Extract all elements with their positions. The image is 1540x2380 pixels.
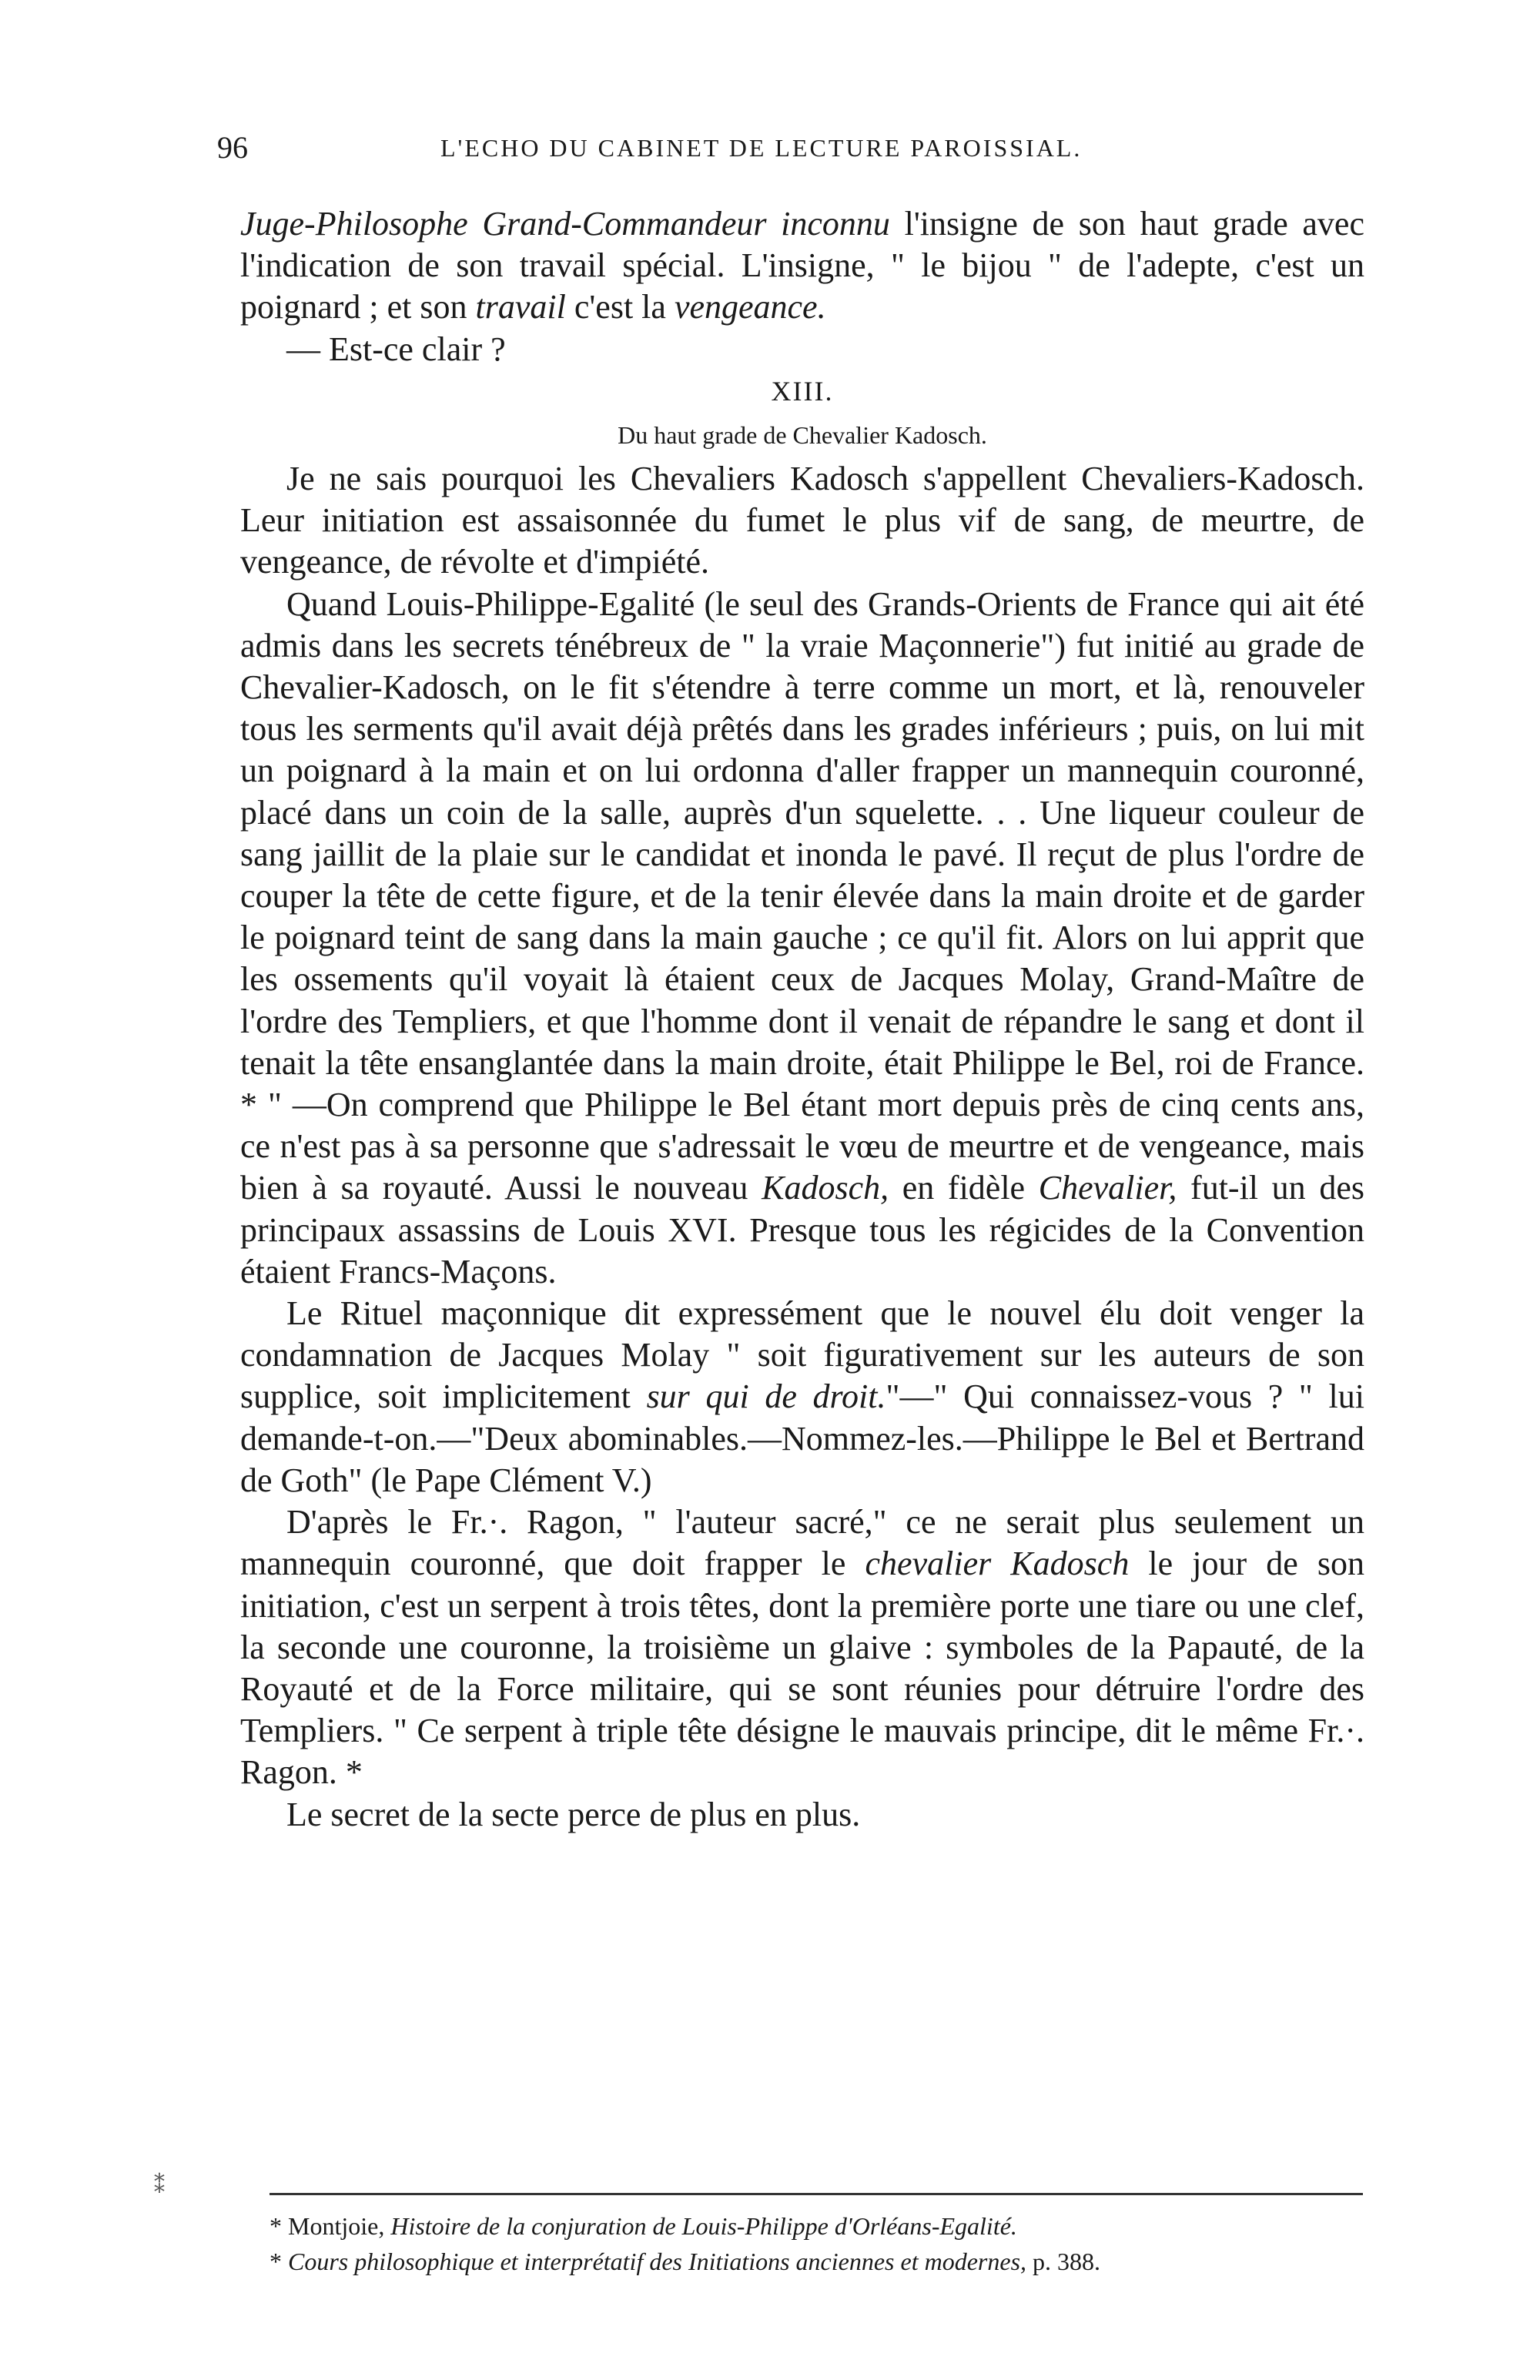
text-run: en fidèle [889, 1169, 1039, 1207]
body-text [240, 203, 1364, 1836]
italic-text: Juge-Philosophe Grand-Commandeur inconnu [240, 205, 890, 243]
footnote-marker: * [270, 2248, 288, 2275]
paragraph: Je ne sais pourquoi les Chevaliers Kadosch s'appellent Chevaliers-Kadosch. Leur initiation est assaisonnée du fumet le plus vif de sang, de meurtre, de vengeance, de révolte et d'impiété. [240, 460, 1364, 581]
footnote-divider [270, 2193, 1363, 2195]
margin-mark: ⁑ [154, 2174, 165, 2198]
footnote-title: Histoire de la conjuration de Louis-Philippe d'Orléans-Egalité. [390, 2212, 1017, 2240]
paragraph: Le secret de la secte perce de plus en plus. [286, 1795, 861, 1833]
running-title: L'ECHO DU CABINET DE LECTURE PAROISSIAL. [440, 134, 1083, 162]
text-run: fut-il un des principaux assassins de Louis XVI. Presque tous les régicides de la Convention étaient Francs-Maçons. [240, 1169, 1364, 1290]
paragraph [240, 203, 1364, 329]
footnote-page: p. 388. [1026, 2248, 1101, 2275]
italic-text: sur qui de droit. [646, 1377, 886, 1416]
paragraph [240, 1293, 1364, 1501]
text-run: c'est la [565, 288, 675, 326]
text-run: Le Rituel maçonnique dit expressément que le nouvel élu doit venger la condamnation de Jacques Molay " soit figurativement sur les auteurs de son supplice, soit implicitement [240, 1294, 1364, 1416]
italic-text: Kadosch, [762, 1169, 889, 1207]
paragraph [240, 584, 1364, 1293]
footnote [270, 2208, 1378, 2244]
italic-text: travail [475, 288, 566, 326]
italic-text: vengeance. [674, 288, 826, 326]
footnote [270, 2244, 1378, 2279]
italic-text: chevalier Kadosch [865, 1545, 1130, 1583]
chapter-number: XIII. [771, 375, 834, 407]
footnote-author: Montjoie, [288, 2212, 391, 2240]
footnotes [270, 2208, 1378, 2279]
text-run: le jour de son initiation, c'est un serpent à trois têtes, dont la première porte une tiare ou une clef, la seconde une couronne, la troisième un glaive : symboles de la Papauté, de la Royauté et de la Force militaire, qui se sont réunies pour détruire l'ordre des Templiers. " Ce serpent à triple tête désigne le mauvais principe, dit le même Fr.·. Ragon. * [240, 1545, 1364, 1792]
footnote-marker: * [270, 2212, 288, 2240]
paragraph: — Est-ce clair ? [286, 330, 506, 368]
chapter-title: Du haut grade de Chevalier Kadosch. [618, 421, 987, 450]
text-run: "—" Qui connaissez-vous ? " lui demande-t-on.—"Deux abominables.—Nommez-les.—Philippe le Bel et Bertrand de Goth" (le Pape Clément V.) [240, 1377, 1364, 1499]
footnote-title: Cours philosophique et interprétatif des Initiations anciennes et modernes, [288, 2248, 1027, 2275]
italic-text: Chevalier, [1038, 1169, 1177, 1207]
paragraph [240, 1501, 1364, 1793]
page-number: 96 [217, 130, 248, 165]
page-header [217, 129, 1372, 168]
text-run: D'après le Fr.·. Ragon, " l'auteur sacré," ce ne serait plus seulement un mannequin couronné, que doit frapper le [240, 1503, 1364, 1583]
text-run: l'insigne de son haut grade avec l'indication de son travail spécial. L'insigne, " le bijou " de l'adepte, c'est un poignard ; et son [240, 205, 1364, 326]
text-run: Quand Louis-Philippe-Egalité (le seul des Grands-Orients de France qui ait été admis dans les secrets ténébreux de " la vraie Maçonnerie") fut initié au grade de Chevalier-Kadosch, on le fit s'étendre à terre comme un mort, et là, renouveler tous les serments qu'il avait déjà prêtés dans les grades inférieurs ; puis, on lui mit un poignard à la main et on lui ordonna d'aller frapper un mannequin couronné, placé dans un coin de la salle, auprès d'un squelette. . . Une liqueur couleur de sang jaillit de la plaie sur le candidat et inonda le pavé. Il reçut de plus l'ordre de couper la tête de cette figure, et de la tenir élevée dans la main droite et de garder le poignard teint de sang dans la main gauche ; ce qu'il fit. Alors on lui apprit que les ossements qu'il voyait là étaient ceux de Jacques Molay, Grand-Maître de l'ordre des Templiers, et que l'homme dont il venait de répandre le sang et dont il tenait la tête ensanglantée dans la main droite, était Philippe le Bel, roi de France. * " —On comprend que Philippe le Bel étant mort depuis près de cinq cents ans, ce n'est pas à sa personne que s'adressait le vœu de meurtre et de vengeance, mais bien à sa royauté. Aussi le nouveau [240, 584, 1364, 1207]
